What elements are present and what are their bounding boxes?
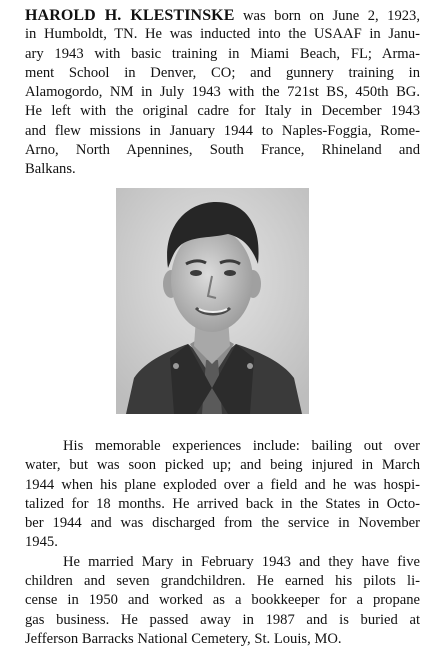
family-line-2: children and seven grandchildren. He earned his pilots li- [25, 573, 420, 590]
bio-line-9: Balkans. [25, 161, 76, 178]
bio-line-7: and flew missions in January 1944 to Naples-Foggia, Rome- [25, 122, 420, 139]
bio-line-8: Arno, North Apennines, South France, Rhineland and [25, 142, 420, 159]
experience-line-1: His memorable experiences include: bailing out over [63, 438, 420, 454]
bio-line-6: He left with the original cadre for Italy in December 1943 [25, 103, 420, 120]
family-line-1: He married Mary in February 1943 and they have five [63, 553, 420, 570]
family-line-4: gas business. He passed away in 1987 and is buried at [25, 611, 420, 628]
bio-line-1: HAROLD H. KLESTINSKE was born on June 2, 1923, [25, 7, 421, 24]
bio-intro-paragraph [25, 6, 420, 180]
portrait-image [116, 188, 309, 414]
experience-line-6: 1945. [25, 534, 58, 551]
bio-line-5: Alamogordo, NM in July 1943 with the 721st BS, 450th BG. [25, 84, 420, 101]
experience-line-2: water, but was soon picked up; and being injured in March [25, 457, 420, 474]
experience-line-4: talized for 18 months. He arrived back in the States in Octo- [25, 495, 420, 512]
family-line-3: cense in 1950 and worked as a bookkeeper for a propane [25, 592, 420, 609]
bio-body-paragraphs [25, 437, 420, 649]
portrait-photo [116, 188, 309, 414]
experience-line-5: ber 1944 and was discharged from the service in November [25, 515, 420, 532]
bio-line-2: in Humboldt, TN. He was inducted into the USAAF in Janu- [25, 26, 420, 43]
person-name: HAROLD H. KLESTINSKE [25, 7, 235, 24]
bio-line-4: ment School in Denver, CO; and gunnery training in [25, 64, 420, 81]
experience-line-3: 1944 when his plane exploded over a field and he was hospi- [25, 476, 420, 493]
family-line-5: Jefferson Barracks National Cemetery, St. Louis, MO. [25, 630, 342, 647]
bio-line-3: ary 1943 with basic training in Miami Beach, FL; Arma- [25, 45, 420, 62]
